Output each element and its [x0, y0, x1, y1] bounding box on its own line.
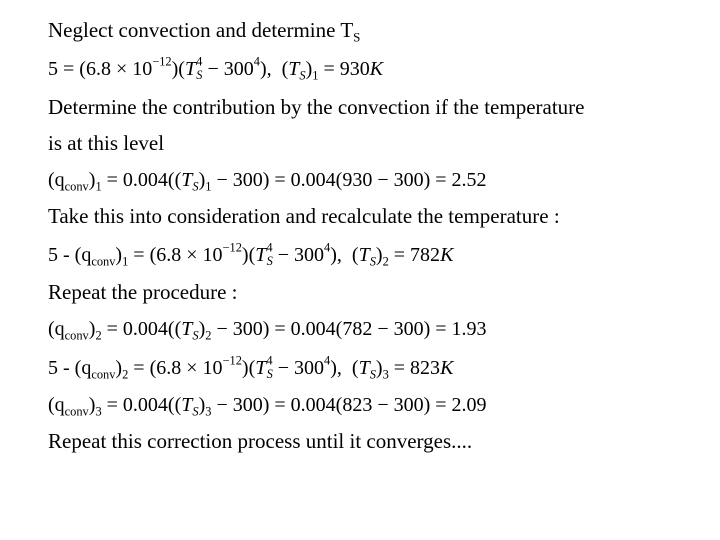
subscript: S [192, 328, 199, 343]
eq-part: = (6.8 × 10 [128, 357, 223, 379]
eq-part: ), ( [330, 244, 359, 266]
exponent: 4 [324, 240, 331, 255]
heading-neglect-convection [48, 18, 361, 45]
eq-part: ), ( [330, 357, 359, 379]
eq-part: )( [241, 244, 256, 266]
eq-part: )( [171, 58, 185, 80]
exponent: −12 [222, 353, 242, 368]
eq-part: − 300) = 0.004(782 − 300) = 1.93 [211, 318, 487, 340]
subscript: 1 [205, 179, 212, 194]
eq-part: = 782 [388, 244, 441, 266]
subscript: 2 [382, 254, 389, 269]
eq-part: = (6.8 × 10 [128, 244, 223, 266]
text: Determine the contribution by the convection if the temperature [48, 95, 585, 119]
eq-part: = 930 [318, 58, 370, 80]
subscript: S [192, 404, 199, 419]
eq-part: (q [48, 169, 65, 191]
eq-part: ) [198, 394, 206, 416]
eq-part: ) [198, 169, 206, 191]
subscript: 3 [95, 404, 102, 419]
subscript: conv [91, 367, 116, 382]
variable-t: T [358, 244, 370, 266]
eq-part: − 300) = 0.004(930 − 300) = 2.52 [211, 169, 487, 191]
subscript: conv [64, 404, 89, 419]
eq-part: = 823 [388, 357, 441, 379]
exponent: 4 [196, 54, 203, 69]
eq-part: (q [48, 394, 65, 416]
unit: K [440, 357, 454, 379]
eq-part: − 300) = 0.004(823 − 300) = 2.09 [211, 394, 487, 416]
subscript: 2 [122, 367, 129, 382]
exponent: −12 [222, 240, 242, 255]
subscript: conv [64, 328, 89, 343]
subscript: 3 [205, 404, 212, 419]
equation-ts1 [48, 54, 384, 83]
subscript: S [196, 68, 203, 83]
subscript: S [299, 68, 306, 83]
subscript: conv [91, 254, 116, 269]
exponent: 4 [253, 54, 260, 69]
subscript: S [369, 254, 376, 269]
subscript: S [266, 254, 273, 269]
exponent: −12 [152, 54, 172, 69]
eq-part: ) [88, 394, 96, 416]
text-repeat-correction [48, 429, 472, 453]
variable-t: T [184, 58, 197, 80]
variable-t: T [181, 318, 193, 340]
subscript: 1 [122, 254, 129, 269]
subscript: conv [64, 179, 89, 194]
eq-part: = 0.004(( [101, 318, 182, 340]
eq-part: (q [48, 318, 65, 340]
eq-part: ), ( [259, 58, 289, 80]
variable-t: T [181, 169, 193, 191]
eq-part: ) [88, 318, 96, 340]
equation-qconv2 [48, 317, 487, 341]
text-at-this-level [48, 131, 164, 155]
exponent: 4 [324, 353, 331, 368]
subscript: S [369, 367, 376, 382]
eq-part: = 0.004(( [101, 394, 182, 416]
unit: K [369, 58, 384, 80]
variable-t: T [255, 244, 267, 266]
text: Repeat this correction process until it converges.... [48, 429, 473, 453]
text-take-into-consideration [48, 204, 560, 228]
variable-t: T [358, 357, 370, 379]
subscript: S [266, 367, 273, 382]
variable-t: T [288, 58, 300, 80]
equation-qconv1 [48, 168, 487, 192]
eq-part: 5 - (q [48, 244, 92, 266]
subscript: S [353, 29, 361, 45]
equation-ts3 [48, 353, 454, 382]
subscript: 2 [205, 328, 212, 343]
text: Take this into consideration and recalculate the temperature : [48, 204, 560, 228]
text: Neglect convection and determine T [48, 18, 354, 42]
equation-ts2 [48, 240, 454, 269]
eq-part: ) [375, 357, 383, 379]
text-determine-contribution [48, 95, 584, 119]
variable-t: T [181, 394, 193, 416]
eq-part: ) [375, 244, 383, 266]
subscript: 3 [382, 367, 389, 382]
variable-t: T [255, 357, 267, 379]
eq-part: ) [88, 169, 96, 191]
eq-part: ) [115, 357, 123, 379]
exponent: 4 [266, 353, 273, 368]
eq-part: 5 = (6.8 × 10 [48, 58, 153, 80]
eq-part: 5 - (q [48, 357, 92, 379]
eq-part: = 0.004(( [101, 169, 182, 191]
eq-part: )( [241, 357, 256, 379]
eq-part: − 300 [202, 58, 254, 80]
subscript: S [192, 179, 199, 194]
text: Repeat the procedure : [48, 280, 238, 304]
eq-part: − 300 [272, 244, 325, 266]
eq-part: ) [115, 244, 123, 266]
equation-qconv3 [48, 393, 487, 417]
subscript: 1 [312, 68, 319, 83]
unit: K [440, 244, 454, 266]
subscript: 2 [95, 328, 102, 343]
eq-part: ) [198, 318, 206, 340]
eq-part: ) [305, 58, 313, 80]
subscript: 1 [95, 179, 102, 194]
exponent: 4 [266, 240, 273, 255]
text-repeat-procedure [48, 280, 238, 304]
eq-part: − 300 [272, 357, 325, 379]
text: is at this level [48, 131, 165, 155]
